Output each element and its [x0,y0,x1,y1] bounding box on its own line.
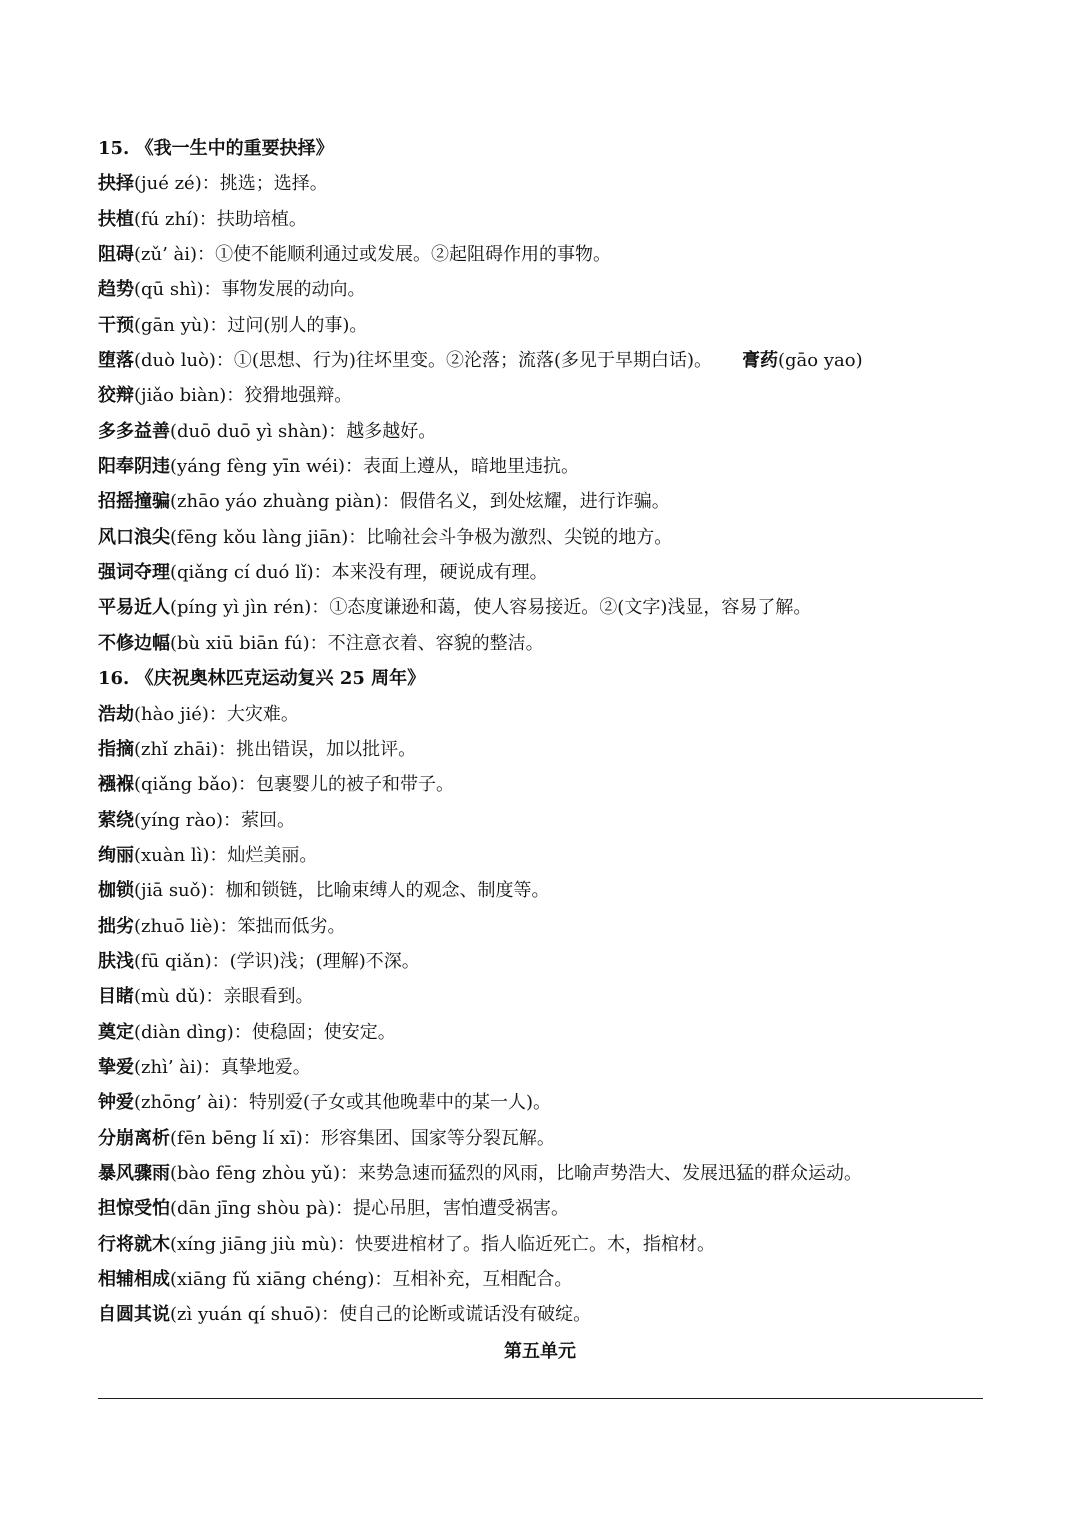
vocab-pinyin: (hào jié)： [134,703,227,725]
vocab-entry [98,1297,983,1332]
vocab-term: 扶植 [98,208,134,230]
vocab-entry [98,1085,983,1120]
vocab-definition: 枷和锁链，比喻束缚人的观念、制度等。 [225,880,550,902]
vocab-definition: 灿烂美丽。 [227,844,318,866]
vocab-pinyin: (qiǎng bǎo)： [134,774,256,796]
vocab-entry [98,449,983,484]
vocab-term: 堕落 [98,350,134,372]
vocab-pinyin: (píng yì jìn rén)： [170,597,330,619]
vocab-definition: 大灾难。 [226,703,299,725]
vocab-entry [98,202,983,237]
vocab-term: 平易近人 [98,597,170,619]
vocab-entry [98,944,983,979]
vocab-definition: 快要进棺材了。指人临近死亡。木，指棺材。 [355,1233,716,1255]
vocab-term: 暴风骤雨 [98,1162,170,1184]
vocab-definition: ①使不能顺利通过或发展。②起阻碍作用的事物。 [215,244,612,266]
vocab-definition: 不注意衣着、容貌的整洁。 [327,632,544,654]
vocab-definition: 特别爱(子女或其他晚辈中的某一人)。 [249,1092,552,1114]
vocab-entry [98,237,983,272]
vocab-definition: 亲眼看到。 [223,986,314,1008]
vocab-pinyin: (diàn dìng)： [134,1021,252,1043]
vocab-term: 抉择 [98,173,134,195]
vocab-pinyin: (zì yuán qí shuō)： [170,1304,340,1326]
vocab-definition: 本来没有理，硬说成有理。 [331,562,548,584]
vocab-entry [98,555,983,590]
vocab-term: 不修边幅 [98,632,170,654]
vocabulary-list [98,131,983,1333]
unit-title: 第五单元 [504,1341,576,1362]
vocab-term: 相辅相成 [98,1269,170,1290]
vocab-pinyin: (duò luò)： [134,350,234,372]
vocab-pinyin: (xíng jiāng jiù mù)： [170,1233,356,1255]
vocab-entry [98,484,983,519]
vocab-entry [98,1262,983,1297]
vocab-definition: 互相补充，互相配合。 [392,1269,573,1290]
vocab-pinyin: (jué zé)： [134,173,220,195]
vocab-entry [98,767,983,802]
vocab-entry [98,378,983,413]
vocab-pinyin: (jiǎo biàn)： [134,385,245,407]
vocab-definition: 挑出错误，加以批评。 [236,738,417,760]
vocab-entry [98,803,983,838]
vocab-term: 奠定 [98,1021,134,1043]
vocab-term: 钟爱 [98,1092,134,1114]
vocab-definition: 使稳固；使安定。 [251,1021,396,1043]
vocab-entry [98,272,983,307]
vocab-pinyin: (fēng kǒu làng jiān)： [170,526,367,548]
vocab-term: 目睹 [98,986,134,1008]
vocab-definition: 事物发展的动向。 [221,279,366,301]
vocab-pinyin: (fēn bēng lí xī)： [170,1127,321,1149]
vocab-entry [98,1050,983,1085]
vocab-definition: 假借名义，到处炫耀，进行诈骗。 [399,491,670,513]
vocab-term: 肤浅 [98,950,134,972]
vocab-pinyin: (bù xiū biān fú)： [170,632,328,654]
vocab-entry [98,166,983,201]
vocab-entry [98,343,983,378]
vocab-pinyin: (yíng rào)： [134,809,241,831]
vocab-definition: 表面上遵从，暗地里违抗。 [363,456,579,478]
vocab-entry [98,1156,983,1191]
vocab-definition: 萦回。 [240,809,295,831]
vocab-pinyin: (zhāo yáo zhuàng piàn)： [170,491,400,513]
vocab-definition: (学识)浅；(理解)不深。 [229,950,420,972]
section-heading: 15. 《我一生中的重要抉择》 [98,138,334,159]
vocab-pinyin: (yáng fèng yīn wéi)： [170,456,363,478]
vocab-definition: 真挚地爱。 [220,1056,311,1078]
vocab-term: 萦绕 [98,809,134,831]
vocab-term: 强词夺理 [98,562,170,584]
vocab-entry [98,909,983,944]
vocab-pinyin: (zǔ’ ài)： [134,244,216,266]
vocab-pinyin: (mù dǔ)： [134,986,224,1008]
vocab-term: 襁褓 [98,774,134,796]
vocab-entry [98,590,983,625]
vocab-definition: 狡猾地强辩。 [244,385,353,407]
footer-divider [98,1398,983,1399]
vocab-entry [98,1191,983,1226]
vocab-entry [98,732,983,767]
vocab-pinyin: (zhì’ ài)： [134,1056,221,1078]
vocab-term: 风口浪尖 [98,526,170,548]
vocab-entry [98,979,983,1014]
vocab-definition: 使自己的论断或谎话没有破绽。 [339,1304,592,1326]
vocab-pinyin: (gāo yao) [778,350,863,372]
vocab-definition: 提心吊胆，害怕遭受祸害。 [353,1198,570,1220]
vocab-definition: 包裹婴儿的被子和带子。 [255,774,454,796]
vocab-pinyin: (bào fēng zhòu yǔ)： [170,1162,358,1184]
vocab-term: 招摇撞骗 [98,491,170,513]
vocab-term: 枷锁 [98,880,134,902]
vocab-entry [98,414,983,449]
vocab-definition: 挑选；选择。 [219,173,328,195]
vocab-definition: 形容集团、国家等分裂瓦解。 [320,1127,555,1149]
vocab-pinyin: (gān yù)： [134,314,228,336]
vocab-entry [98,626,983,661]
vocab-term: 自圆其说 [98,1304,170,1326]
vocab-definition: ①态度谦逊和蔼，使人容易接近。②(文字)浅显，容易了解。 [329,597,812,619]
vocab-entry [98,873,983,908]
vocab-term: 浩劫 [98,703,134,725]
vocab-term: 狡辩 [98,385,134,407]
vocab-pinyin: (xuàn lì)： [134,844,228,866]
vocab-term: 指摘 [98,738,134,760]
vocab-pinyin: (zhǐ zhāi)： [134,738,237,760]
vocab-term: 趋势 [98,279,134,301]
vocab-pinyin: (dān jīng shòu pà)： [170,1198,354,1220]
vocab-definition: 扶助培植。 [216,208,307,230]
section-heading: 16. 《庆祝奥林匹克运动复兴 25 周年》 [98,668,426,690]
vocab-term: 阻碍 [98,244,134,266]
vocab-term: 担惊受怕 [98,1198,170,1220]
vocab-pinyin: (zhōng’ ài)： [134,1092,250,1114]
vocab-entry [98,520,983,555]
vocab-term: 阳奉阴违 [98,456,170,478]
vocab-definition: 越多越好。 [346,420,437,442]
vocab-pinyin: (duō duō yì shàn)： [170,420,347,442]
vocab-pinyin: (xiāng fǔ xiāng chéng)： [170,1269,393,1290]
vocab-definition: 笨拙而低劣。 [237,915,346,937]
vocab-term: 分崩离析 [98,1127,170,1149]
vocab-pinyin: (zhuō liè)： [134,915,238,937]
vocab-term: 拙劣 [98,915,134,937]
vocab-term: 绚丽 [98,844,134,866]
vocab-entry [98,1015,983,1050]
vocab-entry [98,1227,983,1262]
vocab-pinyin: (qiǎng cí duó lǐ)： [170,562,332,584]
vocab-definition: ①(思想、行为)往坏里变。②沦落；流落(多见于早期白话)。 [233,350,712,372]
vocab-pinyin: (qū shì)： [134,279,222,301]
vocab-term: 行将就木 [98,1233,170,1255]
vocab-term: 干预 [98,314,134,336]
vocab-pinyin: (fú zhí)： [134,208,217,230]
vocab-term: 多多益善 [98,420,170,442]
vocab-entry [98,697,983,732]
vocab-entry [98,308,983,343]
vocab-pinyin: (fū qiǎn)： [134,950,230,972]
vocab-pinyin: (jiā suǒ)： [134,880,226,902]
vocab-entry [98,1121,983,1156]
vocab-term: 挚爱 [98,1056,134,1078]
vocab-definition: 来势急速而猛烈的风雨，比喻声势浩大、发展迅猛的群众运动。 [358,1162,862,1184]
vocab-term: 膏药 [742,350,778,372]
vocab-definition: 比喻社会斗争极为激烈、尖锐的地方。 [366,526,673,548]
vocab-entry [98,838,983,873]
vocab-definition: 过问(别人的事)。 [227,314,368,336]
